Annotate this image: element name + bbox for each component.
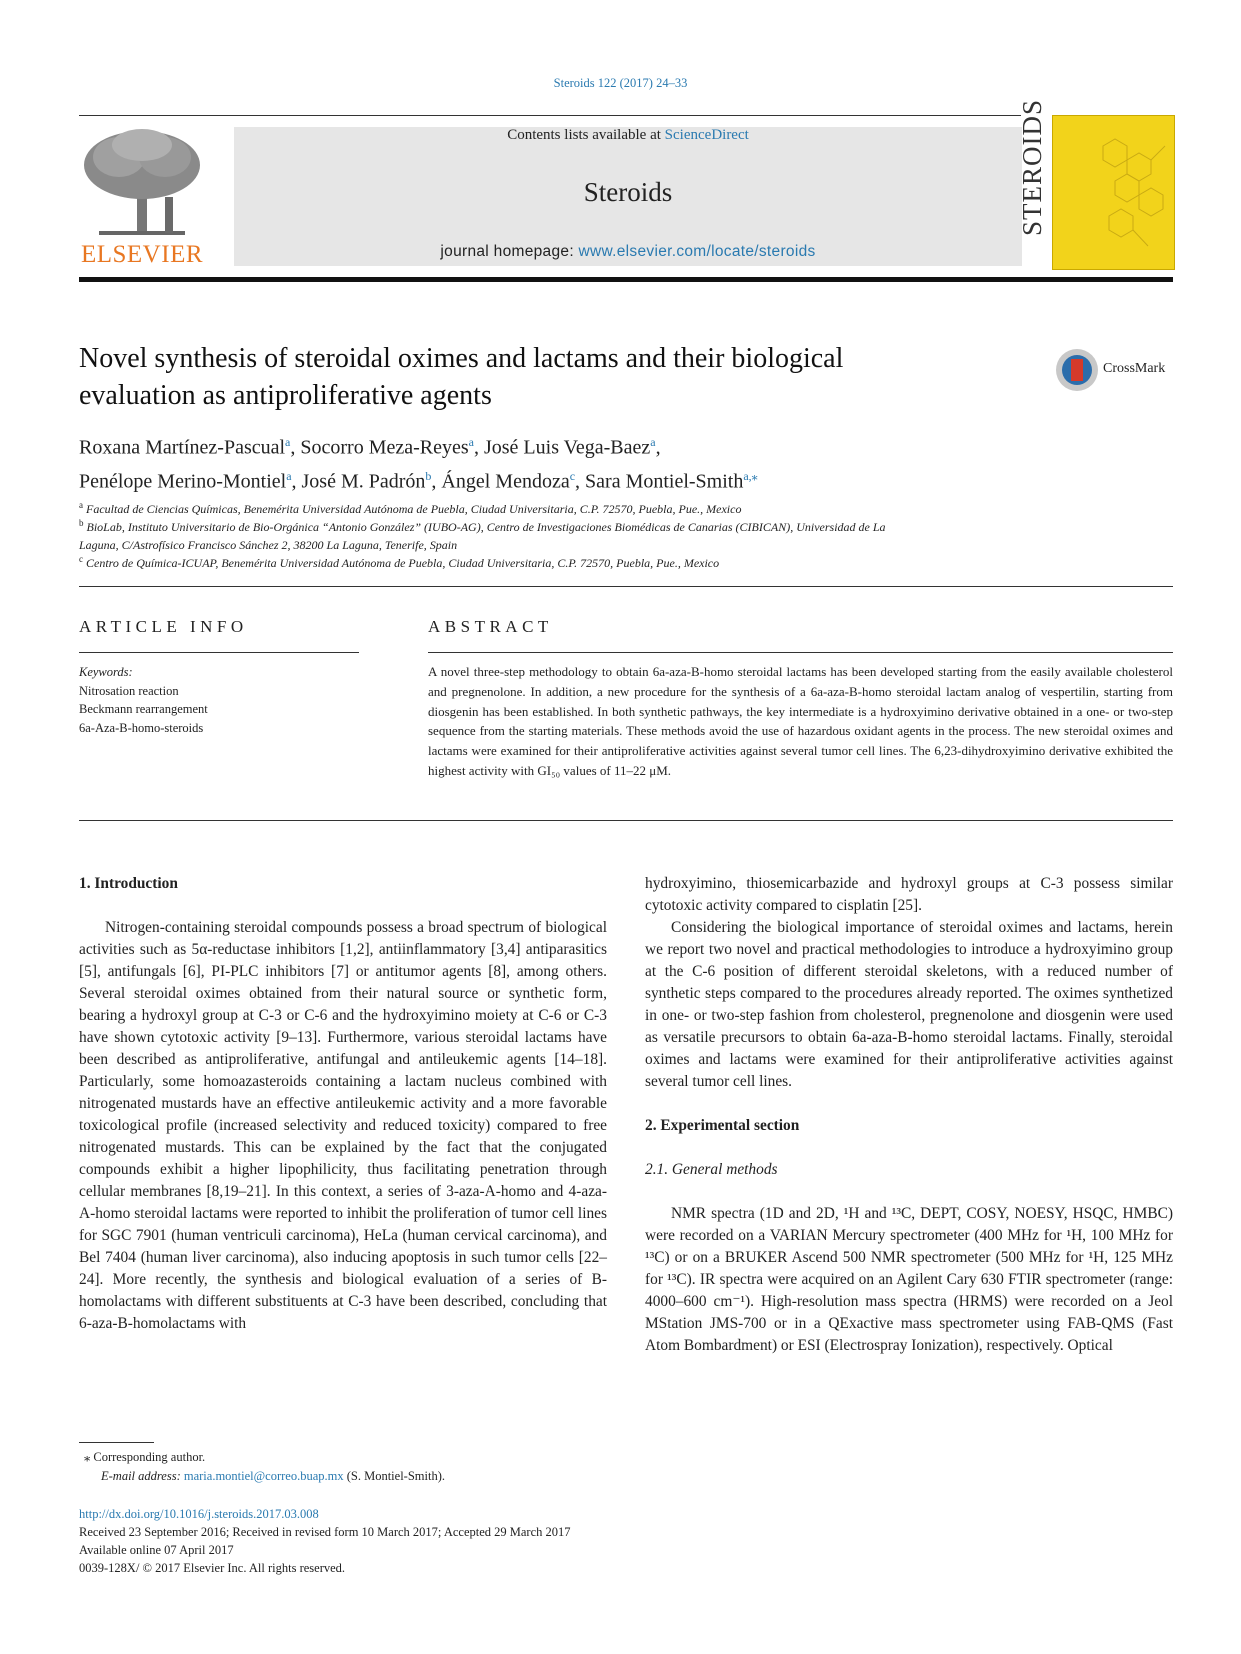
received-dates: Received 23 September 2016; Received in revised form 10 March 2017; Accepted 29 March 2017 (79, 1525, 571, 1539)
author-separator: , (473, 436, 484, 459)
contents-line (234, 127, 1022, 144)
author-name[interactable]: José Luis Vega-Baez (483, 436, 651, 459)
author-affiliation[interactable]: b (425, 468, 432, 483)
author-line-2 (79, 462, 1079, 496)
article-info-rule (79, 652, 359, 653)
abstract-bottom-rule (79, 820, 1173, 821)
author-name[interactable]: José M. Padrón (301, 470, 426, 493)
email-note (101, 1467, 445, 1486)
article-title (79, 340, 979, 414)
email-link[interactable]: maria.montiel@correo.buap.mx (183, 1469, 344, 1483)
keywords-label: Keywords: (79, 665, 133, 679)
abstract-heading: ABSTRACT (428, 617, 553, 636)
homepage-link[interactable]: www.elsevier.com/locate/steroids (578, 243, 816, 260)
affiliation-b (79, 514, 1079, 554)
author-name[interactable]: Ángel Mendoza (441, 470, 570, 493)
author-separator: , (575, 470, 586, 493)
abstract-text: A novel three-step methodology to obtain 6a-aza-B-homo steroidal lactams has been developed starting from the easily available cholesterol and pregnenolone. In addition, a new procedure for the synthesis of a 6a-aza-B-homo steroidal lactam analog of vespertilin, starting from diosgenin has been established. In both synthetic pathways, the key intermediate is a hydroxyimino derivative obtained in a one- or two-step sequence from the starting materials. These methods avoid the use of hazardous oxidant agents in the process. The new steroidal oximes and lactams were examined for their antiproliferative activities against several tumor cell lines. The 6,23-dihydroxyimino derivative exhibited the highest activity with GI₅₀ values of 11–22 μM. (428, 664, 1173, 778)
affiliation-mark: b (79, 518, 84, 528)
keyword-item: 6a-Aza-B-homo-steroids (79, 720, 204, 735)
affiliation-text: Centro de Química-ICUAP, Benemérita Universidad Autónoma de Puebla, Ciudad Universitaria, C.P. 72570, Puebla, Pue., Mexico (86, 556, 720, 570)
methods-paragraph: NMR spectra (1D and 2D, ¹H and ¹³C, DEPT, COSY, NOESY, HSQC, HMBC) were recorded on a VARIAN Mercury spectrometer (400 MHz for ¹H, 100 MHz for ¹³C) or on a BRUKER Ascend 500 NMR spectrometer (500 MHz for ¹H, 125 MHz for ¹³C). IR spectra were acquired on an Agilent Cary 630 FTIR spectrometer (range: 4000–600 cm⁻¹). High-resolution mass spectra (HRMS) were recorded on a Jeol MStation JMS-700 or in a QExactive mass spectrometer using FAB-QMS (Fast Atom Bombardment) or ESI (Electrospray Ionization), respectively. Optical (645, 1205, 1173, 1354)
sciencedirect-link[interactable]: ScienceDirect (664, 127, 749, 143)
affiliation-rule (79, 586, 1173, 587)
general-methods-heading: 2.1. General methods (645, 1161, 778, 1178)
affiliation-text: Facultad de Ciencias Químicas, Benemérita Universidad Autónoma de Puebla, Ciudad Universitaria, C.P. 72570, Puebla, Pue., Mexico (86, 502, 742, 516)
author-name[interactable]: Socorro Meza-Reyes (300, 436, 469, 459)
intro-paragraph-2: Considering the biological importance of steroidal oximes and lactams, herein we report two novel and practical methodologies to introduce a hydroxyimino group at the C-6 position of different steroidal skeletons, with a reduced number of synthetic steps compared to the procedures already reported. The oximes synthetized in one- or two-step fashion from cholesterol, pregnenolone and diosgenin were used as versatile precursors to obtain 6a-aza-B-homo steroidal lactams. Finally, steroidal oximes and lactams were examined for their antiproliferative activities against several tumor cell lines. (645, 919, 1173, 1090)
header-thick-rule (79, 277, 1173, 282)
keywords-block (79, 663, 359, 737)
article-info-heading: ARTICLE INFO (79, 617, 248, 636)
crossmark-badge[interactable] (1056, 349, 1174, 395)
footnote-rule (79, 1442, 154, 1443)
intro-paragraph-continued: hydroxyimino, thiosemicarbazide and hydroxyl groups at C-3 possess similar cytotoxic activity compared to cisplatin [25]. (645, 875, 1173, 914)
author-affiliation[interactable]: c (569, 468, 576, 483)
header-rule (79, 115, 1021, 116)
affiliation-mark: a (79, 500, 83, 510)
author-separator: , (431, 470, 442, 493)
intro-paragraph: Nitrogen-containing steroidal compounds possess a broad spectrum of biological activities such as 5α-reductase inhibitors [1,2], antiinflammatory [3,4] antiparasitics [5], antifungals [6], PI-PLC inhibitors [7] or antitumor agents [8], among others. Several steroidal oximes obtained from their natural source or synthetic form, bearing a hydroxyl group at C-3 or C-6 and the hydroxyimino moiety at C-6 or C-3 have shown cytotoxic activity [9–13]. Furthermore, various steroidal lactams have been described as antiproliferative, antifungal and antileukemic agents [14–18]. Particularly, some homoazasteroids containing a lactam nucleus combined with nitrogenated mustards have an effective antileukemic activity and a more favorable toxicological profile (increased selectivity and reduced toxicity) compared to free nitrogenated mustards. This can be explained by the fact that the conjugated compounds exhibit a higher lipophilicity, thus facilitating penetration through cellular membranes [8,19–21]. In this context, a series of 3-aza-A-homo and 4-aza-A-homo steroidal lactams were reported to inhibit the proliferation of tumor cell lines for SGC 7901 (human ventriculi carcinoma), HeLa (human cervical carcinoma), and Bel 7404 (human liver carcinoma), also inducing apoptosis in such tumor cells [22–24]. More recently, the synthesis and biological evaluation of a series of B-homolactams with different substituents at C-3 have been described, concluding that 6-aza-B-homolactams with (79, 919, 607, 1332)
homepage-prefix: journal homepage: (440, 243, 579, 260)
title-line-2: evaluation as antiproliferative agents (79, 380, 492, 411)
author-separator: , (655, 436, 661, 459)
author-name[interactable]: Sara Montiel-Smith (585, 470, 744, 493)
elsevier-logo (79, 127, 205, 269)
author-separator: , (290, 436, 301, 459)
corresponding-author-note: ⁎ Corresponding author. (84, 1450, 206, 1464)
journal-citation[interactable]: Steroids 122 (2017) 24–33 (553, 76, 688, 90)
cover-title: STEROIDS (1017, 98, 1047, 236)
author-name[interactable]: Penélope Merino-Montiel (79, 470, 287, 493)
author-affiliation[interactable]: a,⁎ (743, 468, 758, 483)
homepage-line (234, 243, 1022, 261)
affiliation-c (79, 550, 1079, 572)
crossmark-icon (1056, 349, 1098, 391)
journal-title: Steroids (583, 177, 673, 207)
author-separator: , (291, 470, 302, 493)
email-suffix: (S. Montiel-Smith). (343, 1469, 446, 1483)
copyright-line: 0039-128X/ © 2017 Elsevier Inc. All rights reserved. (79, 1561, 346, 1575)
intro-heading: 1. Introduction (79, 875, 178, 892)
author-line-1 (79, 428, 1079, 462)
author-affiliation[interactable]: a (286, 468, 292, 483)
affiliation-mark: c (79, 554, 83, 564)
keyword-item: Beckmann rearrangement (79, 702, 208, 716)
doi-link[interactable]: http://dx.doi.org/10.1016/j.steroids.2017.03.008 (79, 1507, 319, 1521)
elsevier-tree-icon (79, 127, 205, 239)
title-line-1: Novel synthesis of steroidal oximes and lactams and their biological (79, 343, 844, 374)
author-affiliation[interactable]: a (650, 435, 656, 449)
author-affiliation[interactable]: a (468, 435, 474, 449)
email-label: E-mail address: (101, 1469, 184, 1483)
right-column (645, 873, 1173, 1357)
experimental-heading: 2. Experimental section (645, 1117, 800, 1134)
crossmark-label: CrossMark (1103, 361, 1166, 376)
affiliation-text: BioLab, Instituto Universitario de Bio-Orgánica “Antonio González” (IUBO-AG), Centro de Investigaciones Biomédicas de Canarias (CIBICAN), Universidad de La (86, 520, 886, 534)
author-name[interactable]: Roxana Martínez-Pascual (79, 436, 286, 459)
contents-prefix: Contents lists available at (507, 127, 665, 143)
journal-banner (234, 127, 1022, 266)
journal-cover (1017, 98, 1175, 270)
online-date: Available online 07 April 2017 (79, 1543, 234, 1557)
abstract-rule (428, 652, 1173, 653)
affiliation-text: Laguna, C/Astrofísico Francisco Sánchez 2, 38200 La Laguna, Tenerife, Spain (79, 538, 458, 552)
author-affiliation[interactable]: a (285, 435, 291, 449)
molecule-pattern-icon (1053, 116, 1174, 269)
keyword-item: Nitrosation reaction (79, 683, 179, 698)
publisher-logo-text: ELSEVIER (80, 241, 204, 268)
author-list (79, 428, 1079, 495)
left-column (79, 873, 607, 1335)
